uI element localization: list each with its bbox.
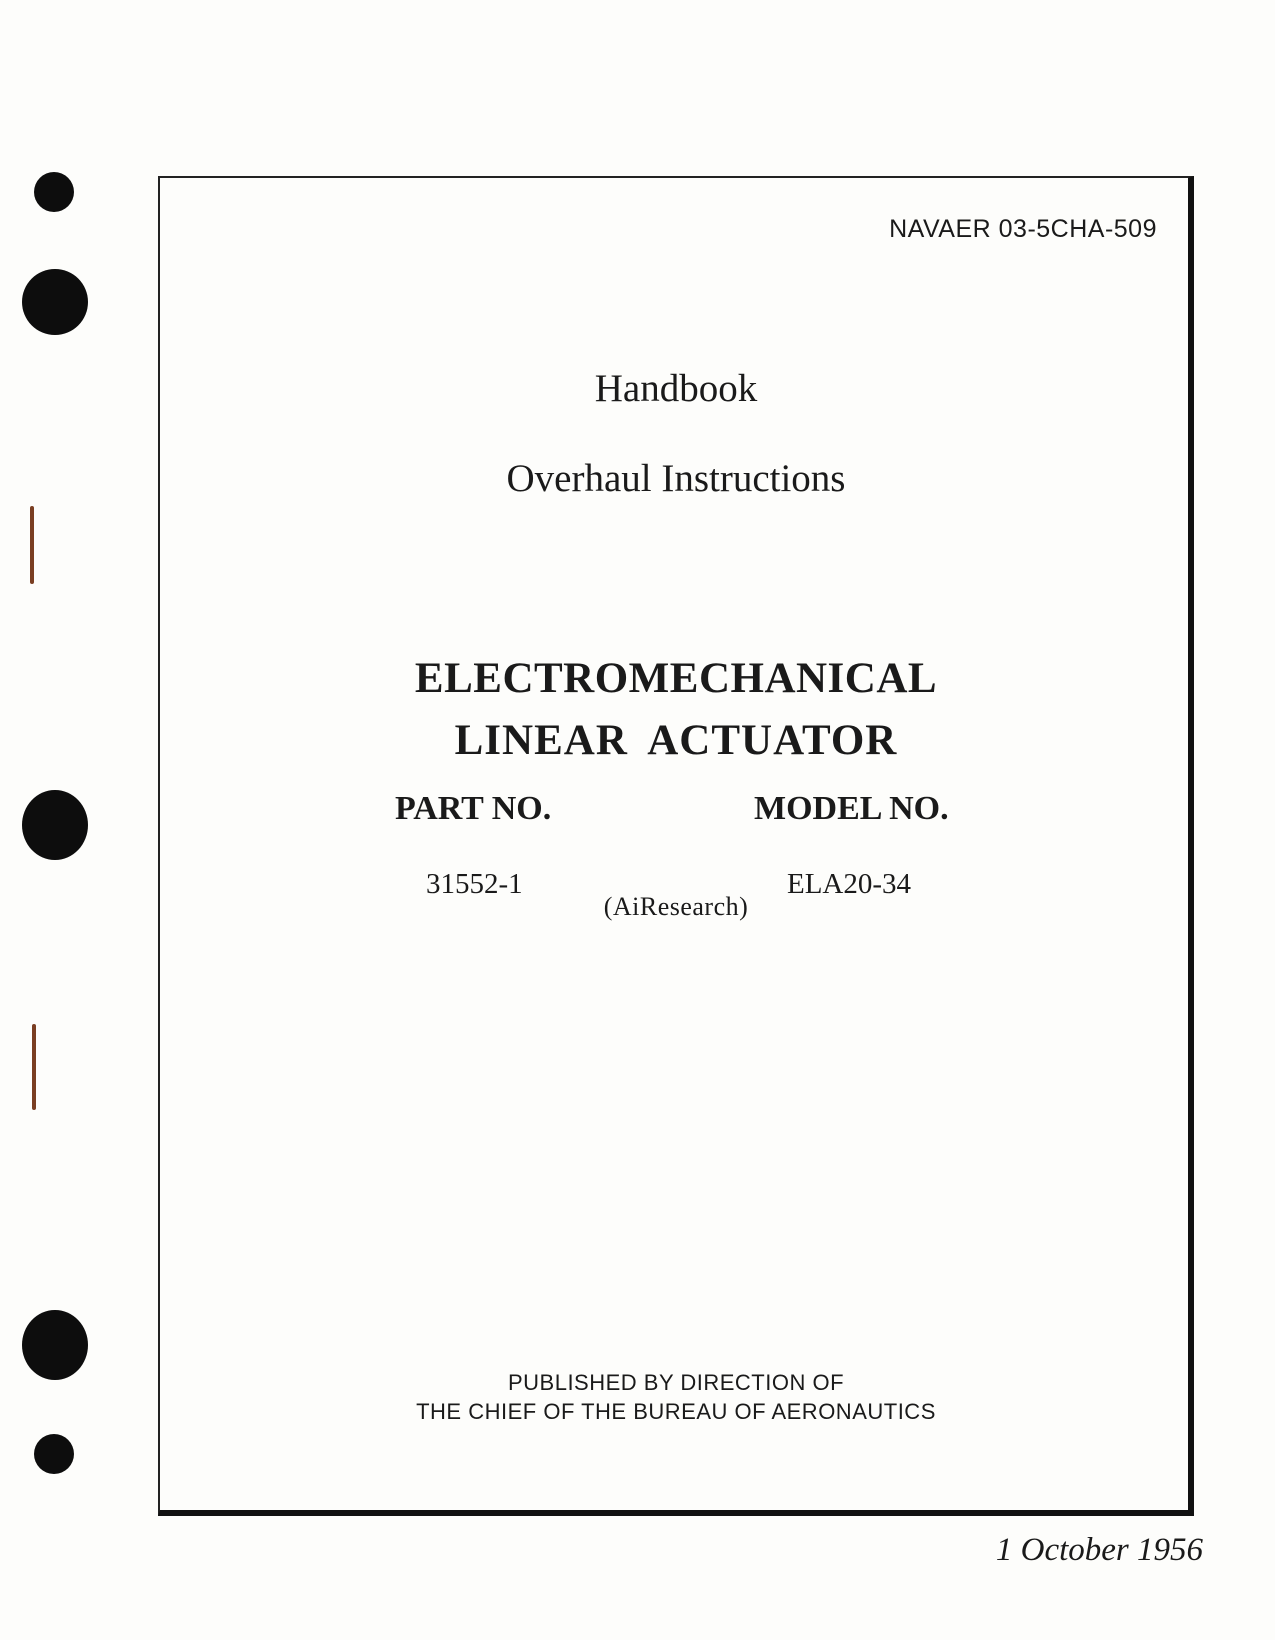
staple-mark — [32, 1024, 36, 1110]
binder-hole — [22, 1310, 88, 1380]
model-number-label: MODEL NO. — [754, 790, 949, 827]
binder-hole — [34, 1434, 74, 1474]
manufacturer: (AiResearch) — [603, 892, 749, 921]
document-subtitle: Overhaul Instructions — [506, 457, 846, 500]
binder-hole — [22, 790, 88, 860]
binder-hole — [22, 269, 88, 335]
subject-title-line2: LINEAR ACTUATOR — [454, 717, 898, 764]
binder-hole — [34, 172, 74, 212]
staple-mark — [30, 506, 34, 584]
part-number-label: PART NO. — [395, 790, 552, 827]
document-number: NAVAER 03-5CHA-509 — [889, 215, 1157, 243]
model-number-value: ELA20-34 — [787, 868, 912, 900]
publication-date: 1 October 1956 — [995, 1532, 1203, 1568]
part-number-value: 31552-1 — [426, 868, 523, 900]
subject-title-line1: ELECTROMECHANICAL — [414, 655, 938, 702]
publisher-line1: PUBLISHED BY DIRECTION OF — [507, 1370, 845, 1395]
document-type: Handbook — [594, 367, 758, 410]
publisher-line2: THE CHIEF OF THE BUREAU OF AERONAUTICS — [416, 1399, 936, 1424]
